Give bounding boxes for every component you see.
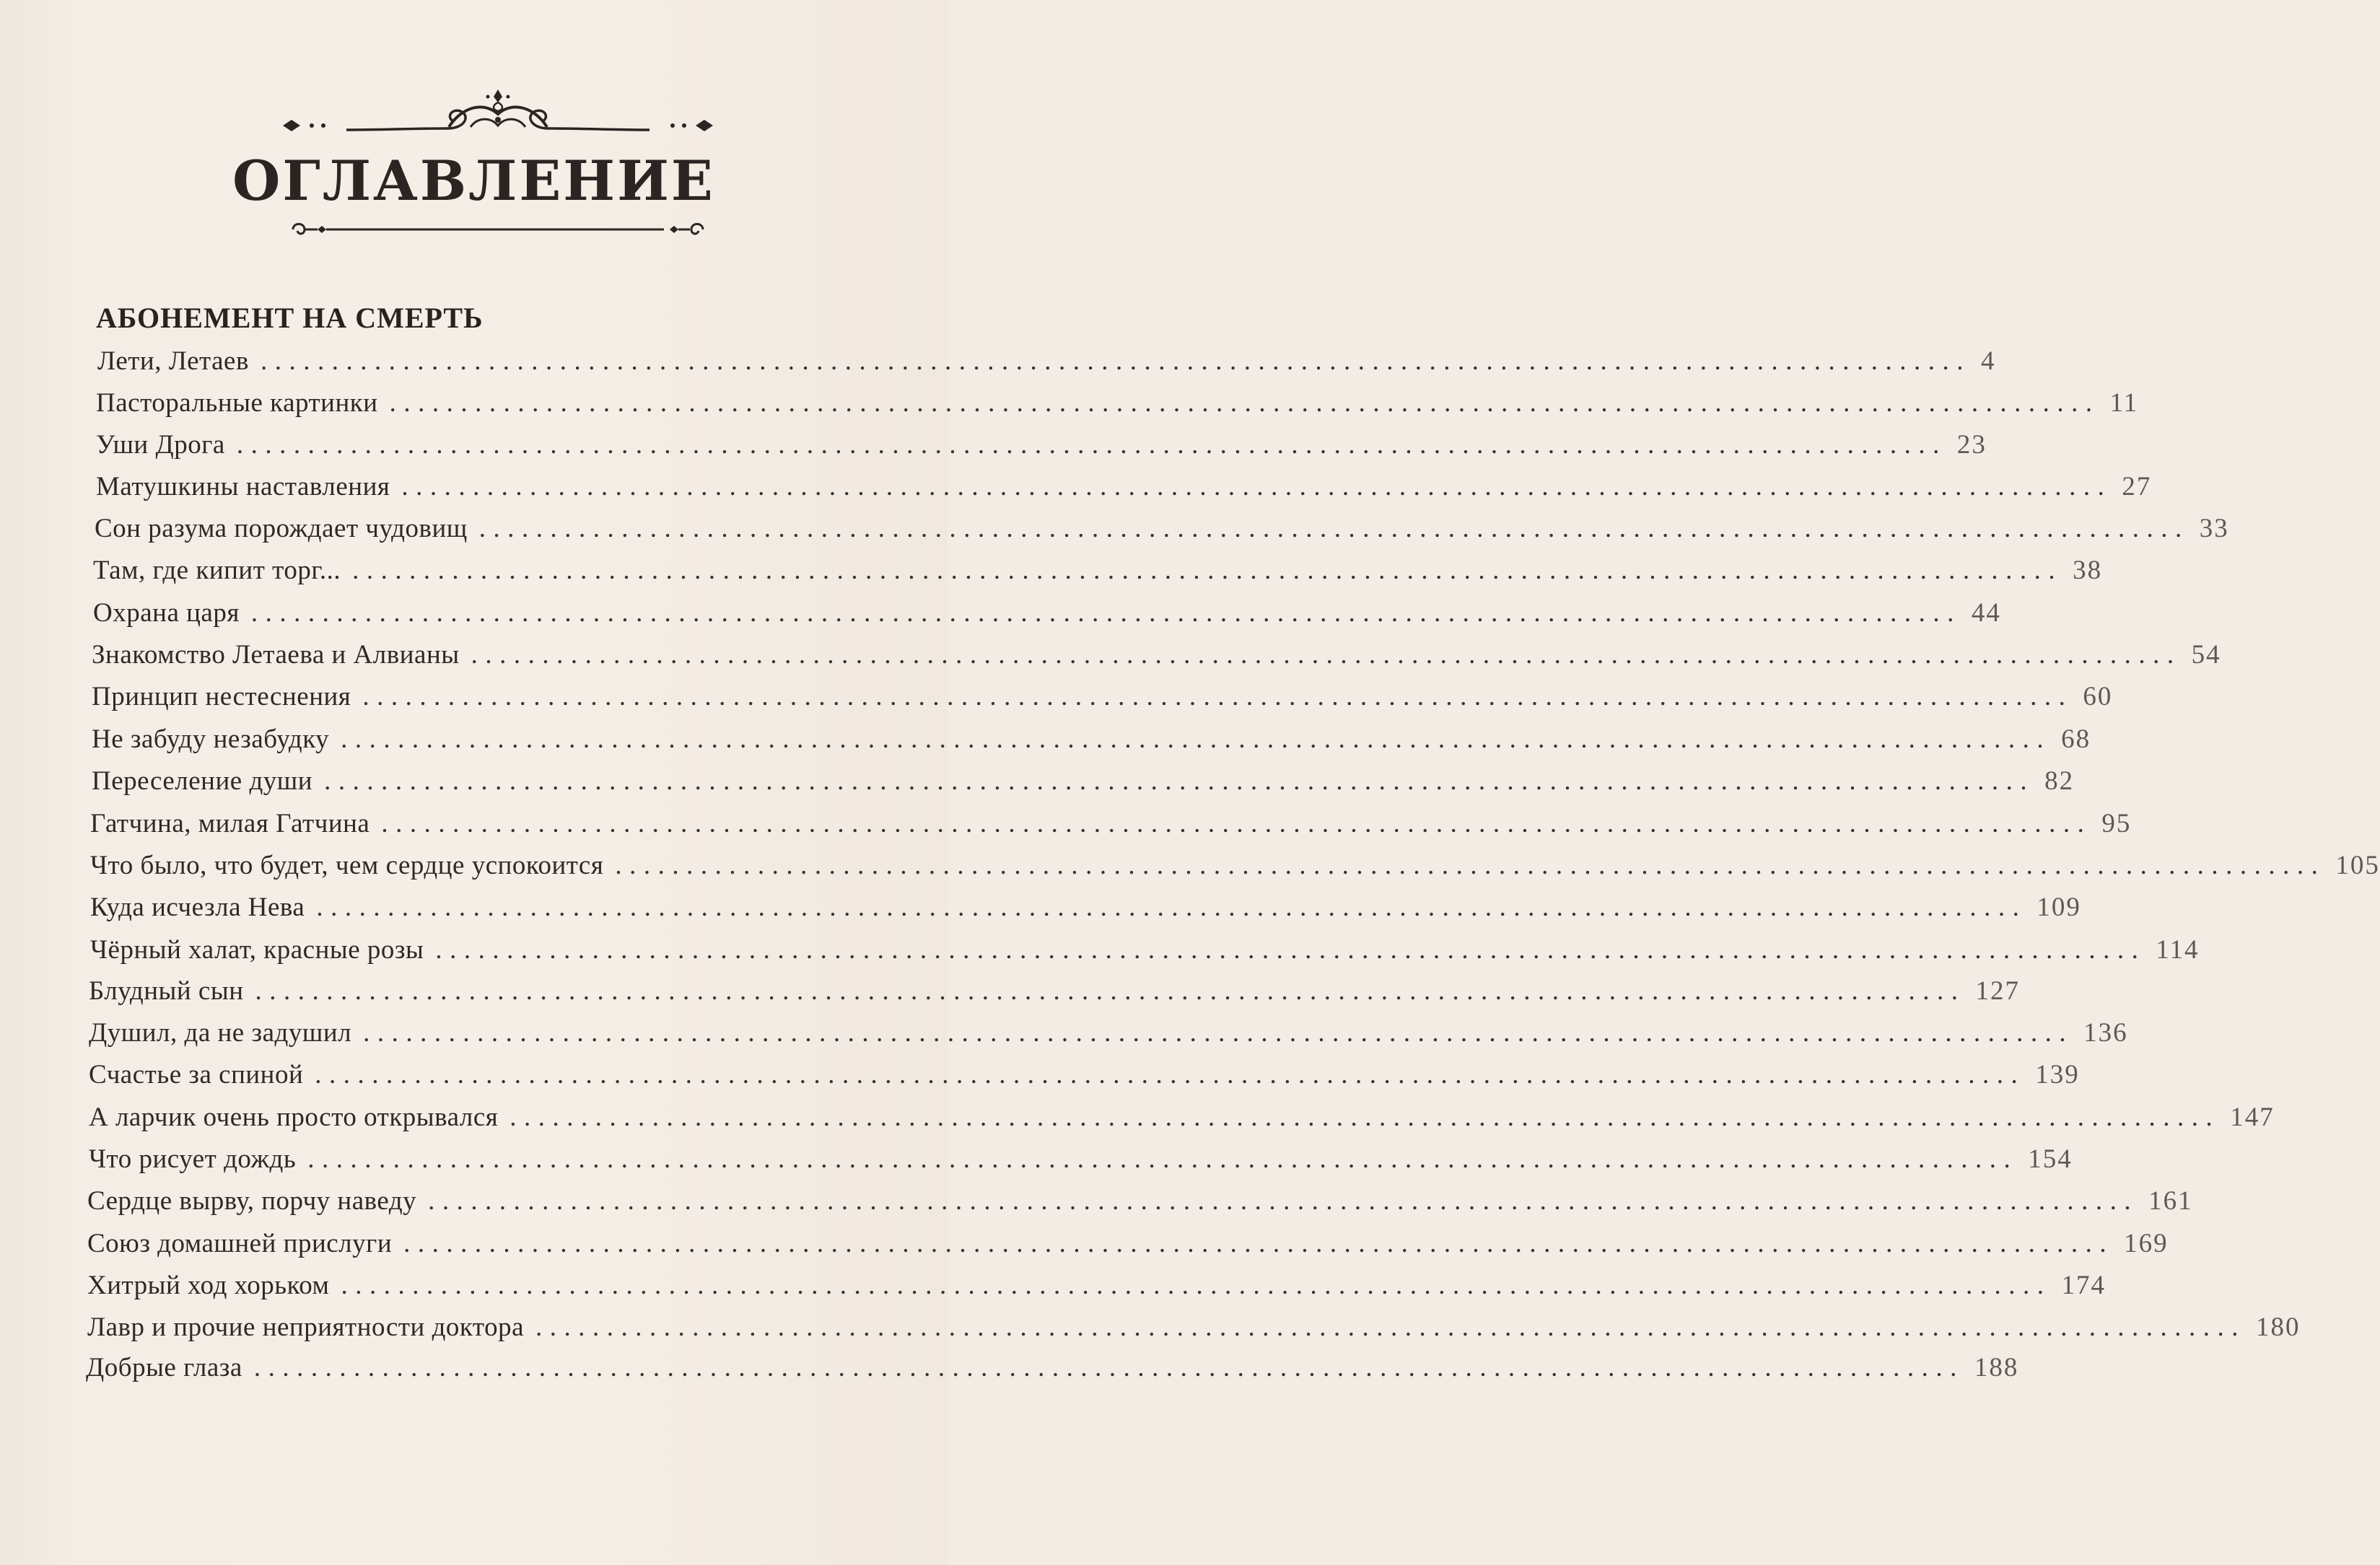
toc-entry-title: Знакомство Летаева и Алвианы: [92, 640, 460, 670]
toc-entry: [90, 932, 2200, 968]
dot-leader: ........................................................................................................................: [260, 346, 1971, 376]
dot-leader: ........................................................................................................................: [324, 766, 2035, 796]
toc-entry-page-number: 23: [1956, 430, 1987, 460]
toc-entry-title: Сердце вырву, порчу наведу: [87, 1186, 417, 1216]
toc-entry-page-number: 154: [2028, 1144, 2073, 1174]
toc-entry: [97, 343, 1996, 380]
toc-entry-title: Сон разума порождает чудовищ: [95, 514, 468, 543]
toc-entry-title: А ларчик очень просто открывался: [89, 1102, 499, 1132]
toc-entry: [96, 385, 2139, 421]
section-title: АБОНЕМЕНТ НА СМЕРТЬ: [96, 302, 484, 334]
toc-entry-title: Хитрый ход хорьком: [87, 1271, 330, 1300]
toc-entry-title: Лавр и прочие неприятности доктора: [87, 1312, 525, 1342]
toc-entry: [96, 469, 2152, 505]
page-title: ОГЛАВЛЕНИЕ: [232, 149, 715, 213]
toc-entry: [89, 1057, 2080, 1093]
toc-entry: [92, 679, 2113, 715]
dot-leader: ........................................................................................................................: [615, 851, 2326, 880]
toc-entry: [92, 763, 2075, 799]
toc-entry-page-number: 44: [1971, 598, 2001, 628]
toc-entry: [93, 553, 2103, 589]
dot-leader: ........................................................................................................................: [341, 724, 2052, 754]
toc-entry: [90, 848, 2380, 884]
toc-entry-page-number: 147: [2230, 1102, 2275, 1132]
toc-entry-page-number: 33: [2199, 514, 2229, 543]
toc-entry-title: Куда исчезла Нева: [90, 893, 305, 922]
dot-leader: ........................................................................................................................: [509, 1102, 2221, 1132]
dot-leader: ........................................................................................................................: [352, 556, 2063, 585]
toc-entry-page-number: 82: [2044, 766, 2075, 796]
toc-entry-title: Охрана царя: [93, 598, 240, 628]
toc-entry-title: Не забуду незабудку: [92, 724, 330, 754]
dot-leader: ........................................................................................................................: [381, 809, 2092, 838]
toc-entry: [89, 1015, 2128, 1051]
toc-entry-page-number: 161: [2148, 1186, 2193, 1216]
toc-entry-page-number: 109: [2036, 893, 2081, 922]
toc-entry-title: Чёрный халат, красные розы: [90, 935, 424, 965]
toc-entry-page-number: 139: [2035, 1060, 2080, 1090]
toc-entry-page-number: 180: [2256, 1312, 2301, 1342]
dot-leader: ........................................................................................................................: [435, 935, 2146, 965]
toc-entry-page-number: 169: [2124, 1229, 2169, 1258]
toc-entry: [89, 1141, 2073, 1178]
toc-entry-page-number: 95: [2101, 809, 2132, 838]
toc-entry-page-number: 188: [1974, 1353, 2019, 1382]
dot-leader: ........................................................................................................................: [253, 1353, 1964, 1382]
dot-leader: ........................................................................................................................: [316, 893, 2027, 922]
toc-entry: [87, 1268, 2106, 1304]
toc-entry-title: Переселение души: [92, 766, 313, 796]
toc-entry: [86, 1350, 2019, 1386]
dot-leader: ........................................................................................................................: [403, 1229, 2114, 1258]
toc-entry-page-number: 127: [1975, 976, 2021, 1006]
toc-entry: [89, 1100, 2275, 1136]
toc-entry-title: Уши Дрога: [96, 430, 225, 460]
toc-entry-title: Пасторальные картинки: [96, 388, 378, 418]
toc-entry: [89, 973, 2021, 1009]
toc-entry-page-number: 68: [2061, 724, 2091, 754]
toc-entry-title: Блудный сын: [89, 976, 244, 1006]
toc-entry-title: Принцип нестеснения: [92, 682, 351, 711]
toc-entry-title: Гатчина, милая Гатчина: [90, 809, 370, 838]
dot-leader: ........................................................................................................................: [315, 1060, 2026, 1090]
toc-entry-title: Душил, да не задушил: [89, 1018, 352, 1048]
toc-entry-title: Добрые глаза: [86, 1353, 242, 1382]
toc-entry: [95, 511, 2229, 547]
toc-entry: [87, 1226, 2169, 1262]
dot-leader: ........................................................................................................................: [478, 514, 2189, 543]
toc-entry-title: Там, где кипит торг...: [93, 556, 341, 585]
line-flourish-ornament: [289, 215, 707, 244]
scroll-flourish-ornament: [281, 85, 714, 143]
toc-entry-page-number: 114: [2156, 935, 2200, 965]
dot-leader: ........................................................................................................................: [389, 388, 2100, 418]
dot-leader: ........................................................................................................................: [471, 640, 2182, 670]
toc-entry: [87, 1183, 2193, 1219]
dot-leader: ........................................................................................................................: [250, 598, 1961, 628]
toc-entry: [92, 637, 2221, 673]
toc-entry: [92, 722, 2091, 758]
toc-entry-page-number: 105: [2335, 851, 2380, 880]
toc-entry-page-number: 136: [2083, 1018, 2128, 1048]
toc-entry-page-number: 11: [2109, 388, 2139, 418]
toc-entry: [90, 890, 2081, 926]
toc-entry-title: Счастье за спиной: [89, 1060, 304, 1090]
toc-entry: [93, 595, 2001, 631]
toc-entry: [96, 427, 1987, 463]
toc-entry: [87, 1310, 2301, 1346]
toc-entry-page-number: 27: [2122, 472, 2152, 501]
toc-entry-page-number: 4: [1980, 346, 1996, 376]
toc-entry-title: Что было, что будет, чем сердце успокоится: [90, 851, 604, 880]
dot-leader: ........................................................................................................................: [363, 1018, 2074, 1048]
toc-entry-title: Лети, Летаев: [97, 346, 249, 376]
dot-leader: ........................................................................................................................: [535, 1312, 2246, 1342]
toc-entry: [90, 806, 2132, 842]
dot-leader: ........................................................................................................................: [428, 1186, 2139, 1216]
toc-entry-title: Что рисует дождь: [89, 1144, 297, 1174]
dot-leader: ........................................................................................................................: [341, 1271, 2052, 1300]
dot-leader: ........................................................................................................................: [307, 1144, 2018, 1174]
toc-entry-page-number: 60: [2083, 682, 2113, 711]
toc-entry-title: Матушкины наставления: [96, 472, 390, 501]
toc-entry-page-number: 54: [2191, 640, 2221, 670]
toc-entry-page-number: 174: [2061, 1271, 2106, 1300]
dot-leader: ........................................................................................................................: [362, 682, 2073, 711]
toc-entry-page-number: 38: [2073, 556, 2103, 585]
dot-leader: ........................................................................................................................: [255, 976, 1966, 1006]
dot-leader: ........................................................................................................................: [401, 472, 2112, 501]
toc-entry-title: Союз домашней прислуги: [87, 1229, 393, 1258]
dot-leader: ........................................................................................................................: [236, 430, 1947, 460]
